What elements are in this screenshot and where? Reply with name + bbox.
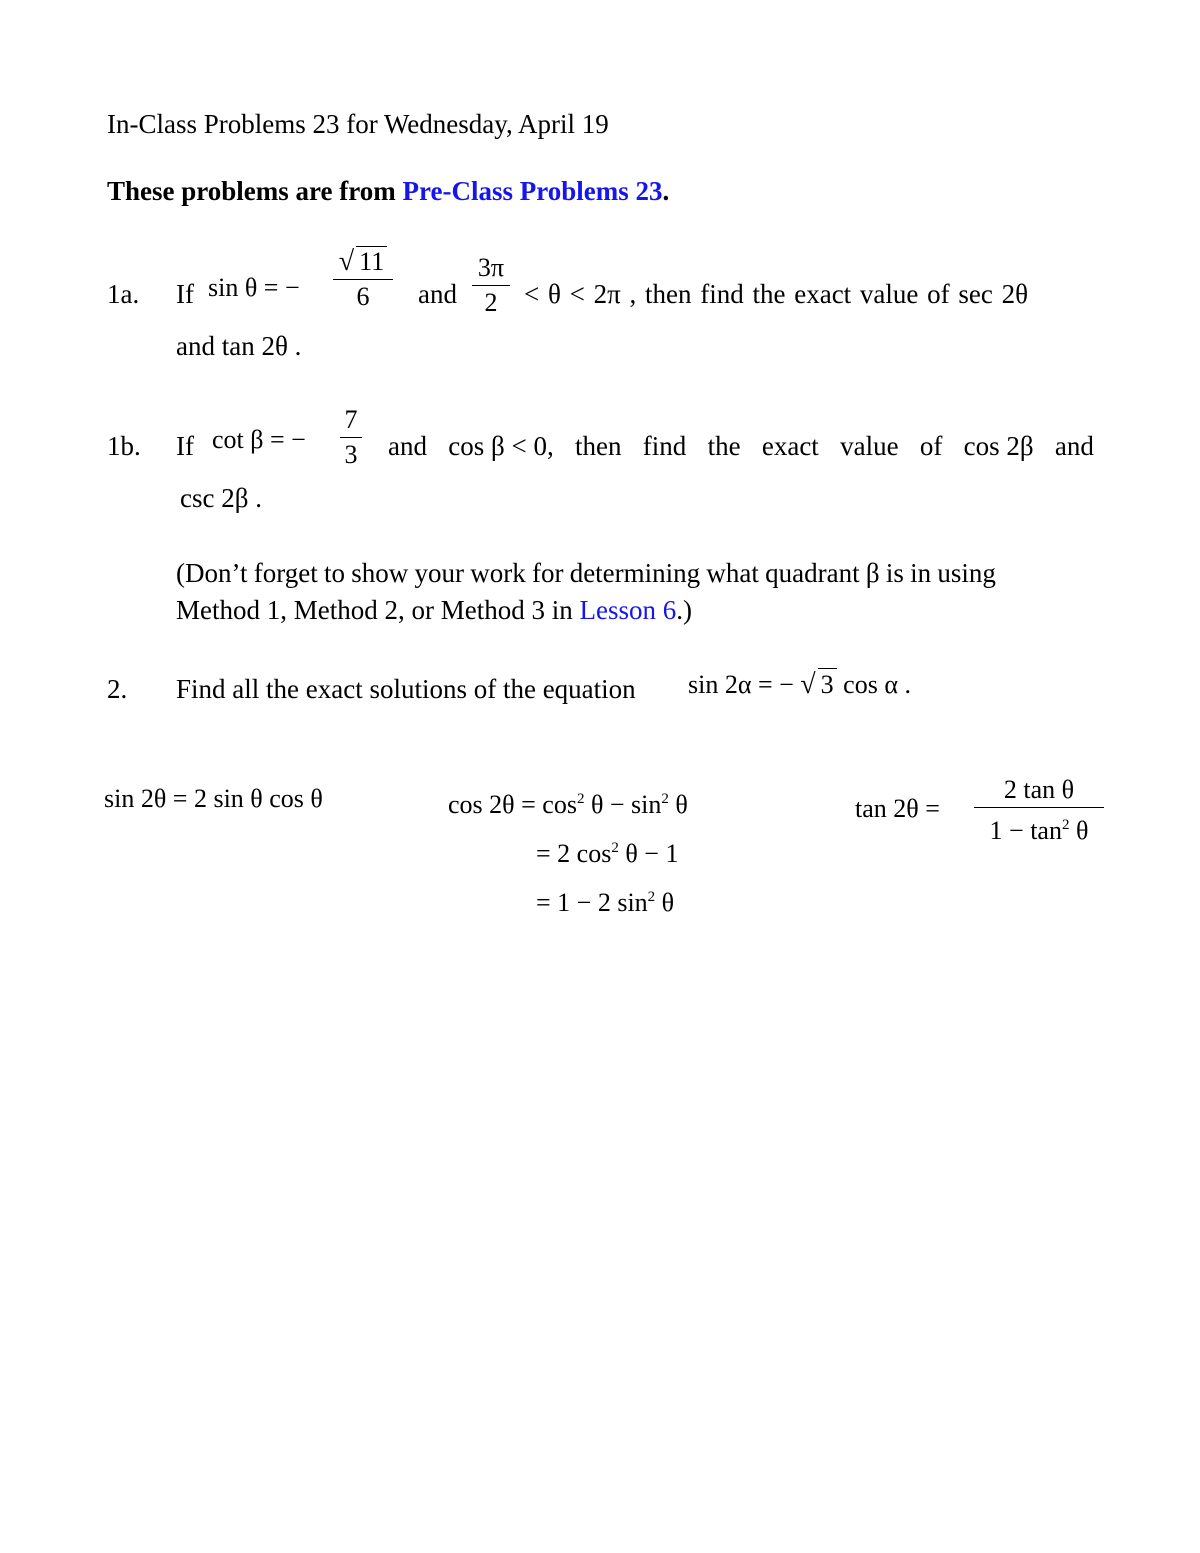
problem-1a-rest: < θ < 2π , then find the exact value of sec 2θ <box>524 279 1029 309</box>
intro-suffix: . <box>662 176 670 206</box>
numerator: 7 <box>344 405 358 434</box>
tan-double-angle-lhs: tan 2θ = <box>855 794 940 823</box>
sqrt-icon: √ <box>338 246 355 277</box>
problem-1b-note-line2: Method 1, Method 2, or Method 3 in Lesson 6.) <box>176 595 692 625</box>
cos-double-angle-formula-1: $\cos 2\theta = \cos^2 \theta - \sin^2 \theta$ <box>448 790 688 819</box>
problem-1b-lhs: cot β = − <box>212 425 306 454</box>
denominator: 2 <box>484 288 498 317</box>
problem-1b-rest: and cos β < 0, then find the exact value of cos 2β and <box>388 431 1094 461</box>
problem-1a-lhs: sin θ = − <box>208 273 300 302</box>
denominator: $1 - \tan^2 \theta$ <box>989 816 1089 845</box>
page-title: In-Class Problems 23 for Wednesday, April 19 <box>107 109 609 139</box>
problem-1b-if: If <box>176 431 194 461</box>
problem-2-label: 2. <box>107 674 128 704</box>
tan-double-angle-fraction <box>974 775 1104 846</box>
problem-2-text: Find all the exact solutions of the equation <box>176 674 636 704</box>
intro-prefix: These problems are from <box>107 176 403 206</box>
problem-1a-line2: and tan 2θ . <box>176 331 302 361</box>
fraction-bar <box>333 279 393 280</box>
sqrt-icon: √ <box>800 669 816 700</box>
fraction-bar <box>340 437 362 438</box>
numerator: 3π <box>477 253 505 282</box>
intro-line <box>107 175 669 207</box>
problem-1b-line2: csc 2β . <box>180 483 262 513</box>
cos-double-angle-formula-3: = 1 − 2 $\sin^2 \theta$ <box>536 888 675 917</box>
problem-1a-and: and <box>418 279 457 309</box>
cos-double-angle-formula-2: = 2 $\cos^2 \theta - 1$ <box>536 839 679 868</box>
fraction-bar <box>472 285 510 286</box>
fraction-sqrt11-over-6 <box>333 246 393 312</box>
fraction-7-over-3 <box>340 405 362 470</box>
pre-class-link[interactable]: Pre-Class Problems 23 <box>402 176 663 206</box>
problem-2-equation: sin 2α = − √ 3 cos α . <box>688 669 911 700</box>
lesson-6-link[interactable]: Lesson 6 <box>579 595 677 625</box>
fraction-bar <box>974 807 1104 808</box>
sin-double-angle-formula: sin 2θ = 2 sin θ cos θ <box>104 784 323 813</box>
denominator: 3 <box>344 440 358 469</box>
problem-1b-label: 1b. <box>107 431 141 461</box>
problem-1a-if: If <box>176 279 194 309</box>
fraction-3pi-over-2 <box>472 253 510 318</box>
problem-1b-note-line1: (Don’t forget to show your work for determining what quadrant β is in using <box>176 558 996 588</box>
denominator: 6 <box>356 282 370 311</box>
problem-1a-label: 1a. <box>107 279 140 309</box>
radicand: 11 <box>356 246 387 277</box>
numerator: 2 tan θ <box>1003 775 1075 804</box>
